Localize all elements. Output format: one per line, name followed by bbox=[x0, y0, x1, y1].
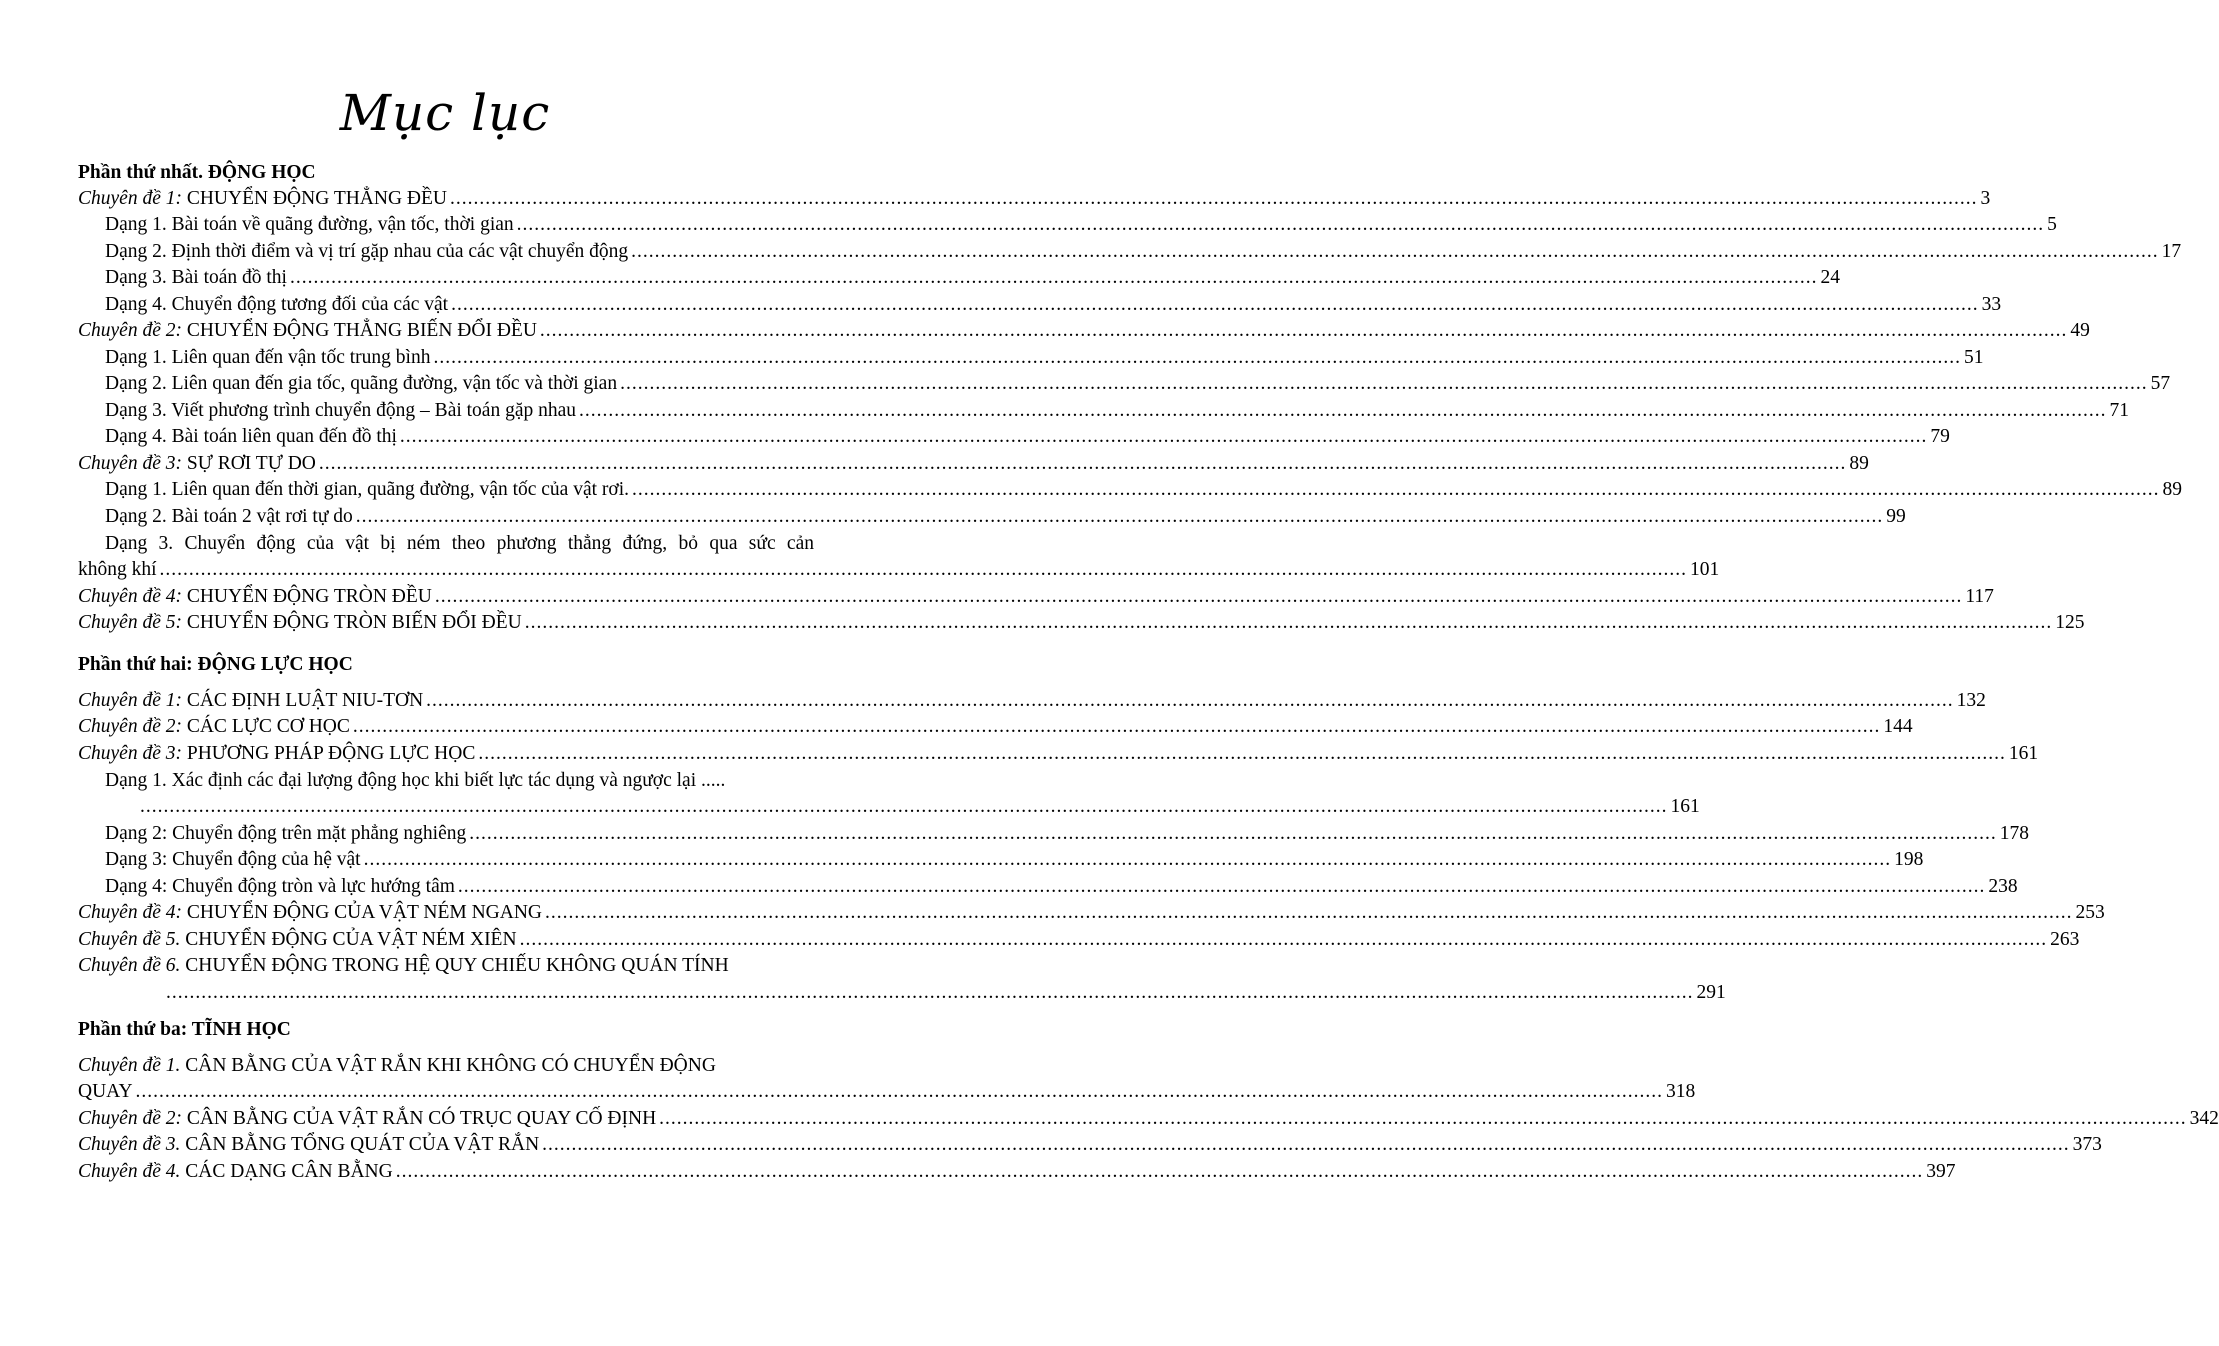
dot-leader: .................................................................................................................................................................................................................................................................... bbox=[426, 690, 1954, 711]
page-number: 71 bbox=[2109, 400, 2130, 421]
page-number: 57 bbox=[2150, 373, 2171, 394]
dot-leader: .................................................................................................................................................................................................................................................................... bbox=[159, 559, 1688, 580]
dot-leader: .................................................................................................................................................................................................................................................................... bbox=[450, 188, 1978, 209]
dot-leader: .................................................................................................................................................................................................................................................................... bbox=[519, 929, 2048, 950]
page-number: 51 bbox=[1963, 347, 1984, 368]
toc-entry[interactable] bbox=[78, 1053, 814, 1079]
dot-leader: .................................................................................................................................................................................................................................................................... bbox=[355, 506, 1884, 527]
dot-leader: .................................................................................................................................................................................................................................................................... bbox=[135, 1081, 1664, 1102]
page-number: 99 bbox=[1886, 506, 1906, 527]
entry-prefix: Chuyên đề 2: bbox=[78, 716, 182, 737]
page-number: 3 bbox=[1980, 188, 1991, 209]
page-number: 101 bbox=[1690, 559, 1720, 580]
dot-leader: .................................................................................................................................................................................................................................................................... bbox=[632, 479, 2160, 500]
toc-entry[interactable] bbox=[78, 741, 2039, 767]
toc-entry[interactable] bbox=[105, 847, 1924, 873]
dot-leader: .................................................................................................................................................................................................................................................................... bbox=[352, 716, 1881, 737]
toc-entry[interactable] bbox=[78, 900, 2105, 926]
entry-prefix: Chuyên đề 2: bbox=[78, 320, 182, 341]
entry-prefix: Chuyên đề 3: bbox=[78, 743, 182, 764]
toc-entry[interactable] bbox=[78, 1159, 1956, 1185]
toc-entry[interactable] bbox=[78, 714, 1913, 740]
dot-leader: .................................................................................................................................................................................................................................................................... bbox=[631, 241, 2159, 262]
toc-entry[interactable] bbox=[105, 874, 2018, 900]
page-title: Mục lục bbox=[339, 84, 551, 142]
toc-entry[interactable] bbox=[105, 265, 1840, 291]
toc-entry[interactable] bbox=[105, 424, 1950, 450]
entry-title: Dạng 2. Bài toán 2 vật rơi tự do bbox=[105, 506, 353, 527]
dot-leader: .................................................................................................................................................................................................................................................................... bbox=[539, 320, 2068, 341]
entry-prefix: Chuyên đề 4. bbox=[78, 1161, 181, 1182]
entry-title: Dạng 1. Liên quan đến thời gian, quãng đường, vận tốc của vật rơi. bbox=[105, 479, 629, 500]
dot-leader: .................................................................................................................................................................................................................................................................... bbox=[395, 1161, 1924, 1182]
toc-entry[interactable] bbox=[105, 212, 2057, 238]
entry-title: CÁC DẠNG CÂN BẰNG bbox=[180, 1161, 393, 1182]
dot-leader: .................................................................................................................................................................................................................................................................... bbox=[620, 373, 2148, 394]
entry-title: Dạng 2. Liên quan đến gia tốc, quãng đường, vận tốc và thời gian bbox=[105, 373, 618, 394]
dot-leader: .................................................................................................................................................................................................................................................................... bbox=[434, 586, 1963, 607]
entry-title: Dạng 1. Liên quan đến vận tốc trung bình bbox=[105, 347, 431, 368]
entry-prefix: Chuyên đề 1: bbox=[78, 188, 182, 209]
entry-title: Dạng 2: Chuyển động trên mặt phẳng nghiêng bbox=[105, 823, 467, 844]
dot-leader: .................................................................................................................................................................................................................................................................... bbox=[166, 982, 1694, 1003]
toc-entry[interactable] bbox=[78, 186, 1991, 212]
part-heading: Phần thứ nhất. ĐỘNG HỌC bbox=[78, 162, 316, 183]
toc-entry[interactable] bbox=[140, 794, 1700, 820]
toc-entry[interactable] bbox=[78, 318, 2090, 344]
entry-prefix: Chuyên đề 3. bbox=[78, 1134, 181, 1155]
dot-leader: .................................................................................................................................................................................................................................................................... bbox=[524, 612, 2053, 633]
entry-title: Dạng 1. Bài toán về quãng đường, vận tốc, thời gian bbox=[105, 214, 514, 235]
page-number: 161 bbox=[2008, 743, 2039, 764]
page-number: 238 bbox=[1988, 876, 2018, 897]
dot-leader: .................................................................................................................................................................................................................................................................... bbox=[318, 453, 1847, 474]
page-number: 253 bbox=[2075, 902, 2105, 923]
entry-prefix: Chuyên đề 5. bbox=[78, 929, 181, 950]
entry-prefix: Chuyên đề 1: bbox=[78, 690, 182, 711]
entry-title: Dạng 3: Chuyển động của hệ vật bbox=[105, 849, 361, 870]
page-number: 373 bbox=[2072, 1134, 2102, 1155]
page-number: 117 bbox=[1965, 586, 1994, 607]
entry-title: CHUYỂN ĐỘNG THẲNG ĐỀU bbox=[181, 188, 448, 209]
entry-prefix: Chuyên đề 4: bbox=[78, 586, 182, 607]
page-number: 144 bbox=[1883, 716, 1913, 737]
entry-title: Dạng 4. Chuyển động tương đối của các vật bbox=[105, 294, 449, 315]
toc-entry[interactable] bbox=[105, 292, 2002, 318]
page-number: 49 bbox=[2070, 320, 2090, 341]
dot-leader: .................................................................................................................................................................................................................................................................... bbox=[545, 902, 2073, 923]
toc-entry[interactable] bbox=[78, 1132, 2102, 1158]
toc-entry-text: Dạng 1. Xác định các đại lượng động học khi biết lực tác dụng và ngược lại ..... bbox=[105, 770, 726, 791]
dot-leader: .................................................................................................................................................................................................................................................................... bbox=[659, 1108, 2187, 1129]
dot-leader: .................................................................................................................................................................................................................................................................... bbox=[451, 294, 1979, 315]
entry-title: CHUYỂN ĐỘNG TRONG HỆ QUY CHIẾU KHÔNG QUÁN TÍNH bbox=[180, 955, 729, 976]
toc-entry[interactable] bbox=[78, 610, 2085, 636]
toc-entry[interactable] bbox=[105, 371, 2171, 397]
page-number: 318 bbox=[1666, 1081, 1696, 1102]
part-heading: Phần thứ ba: TĨNH HỌC bbox=[78, 1019, 291, 1040]
toc-entry[interactable] bbox=[105, 398, 2130, 424]
entry-prefix: Chuyên đề 6. bbox=[78, 955, 181, 976]
part-heading: Phần thứ hai: ĐỘNG LỰC HỌC bbox=[78, 654, 353, 675]
entry-title: Dạng 3. Viết phương trình chuyển động – Bài toán gặp nhau bbox=[105, 400, 577, 421]
dot-leader: .................................................................................................................................................................................................................................................................... bbox=[399, 426, 1928, 447]
toc-entry[interactable] bbox=[105, 239, 2182, 265]
dot-leader: .................................................................................................................................................................................................................................................................... bbox=[457, 876, 1986, 897]
page-number: 178 bbox=[1999, 823, 2029, 844]
dot-leader: .................................................................................................................................................................................................................................................................... bbox=[579, 400, 2107, 421]
toc-entry[interactable] bbox=[78, 688, 1986, 714]
toc-entry[interactable] bbox=[78, 451, 1869, 477]
page-number: 17 bbox=[2161, 241, 2182, 262]
dot-leader: .................................................................................................................................................................................................................................................................... bbox=[140, 796, 1668, 817]
dot-leader: .................................................................................................................................................................................................................................................................... bbox=[542, 1134, 2070, 1155]
toc-entry[interactable] bbox=[78, 1079, 1696, 1105]
entry-title: CHUYỂN ĐỘNG THẲNG BIẾN ĐỔI ĐỀU bbox=[181, 320, 537, 341]
toc-entry[interactable] bbox=[105, 477, 2182, 503]
entry-title: CHUYỂN ĐỘNG CỦA VẬT NÉM XIÊN bbox=[180, 929, 517, 950]
entry-prefix: Chuyên đề 3: bbox=[78, 453, 182, 474]
dot-leader: .................................................................................................................................................................................................................................................................... bbox=[433, 347, 1961, 368]
dot-leader: .................................................................................................................................................................................................................................................................... bbox=[469, 823, 1997, 844]
entry-prefix: Chuyên đề 1. bbox=[78, 1055, 181, 1076]
entry-title: CÂN BẰNG CỦA VẬT RẮN CÓ TRỤC QUAY CỐ ĐỊNH bbox=[181, 1108, 657, 1129]
dot-leader: .................................................................................................................................................................................................................................................................... bbox=[478, 743, 2006, 764]
toc-entry[interactable] bbox=[105, 821, 2029, 847]
entry-prefix: Chuyên đề 2: bbox=[78, 1108, 182, 1129]
entry-title: QUAY bbox=[78, 1081, 133, 1102]
toc-entry-text: Dạng 3. Chuyển động của vật bị ném theo phương thẳng đứng, bỏ qua sức cản bbox=[105, 533, 814, 554]
page-number: 89 bbox=[1849, 453, 1869, 474]
entry-prefix: Chuyên đề 4: bbox=[78, 902, 182, 923]
entry-title: Dạng 4. Bài toán liên quan đến đồ thị bbox=[105, 426, 397, 447]
page-number: 132 bbox=[1956, 690, 1986, 711]
page-number: 89 bbox=[2162, 479, 2182, 500]
page-number: 33 bbox=[1981, 294, 2002, 315]
entry-title: Dạng 4: Chuyển động tròn và lực hướng tâm bbox=[105, 876, 455, 897]
page-number: 397 bbox=[1926, 1161, 1956, 1182]
entry-title: CÂN BẰNG CỦA VẬT RẮN KHI KHÔNG CÓ CHUYỂN ĐỘNG bbox=[180, 1055, 716, 1076]
entry-title: CHUYỂN ĐỘNG TRÒN ĐỀU bbox=[181, 586, 432, 607]
page-number: 342 bbox=[2189, 1108, 2219, 1129]
entry-title: CHUYỂN ĐỘNG CỦA VẬT NÉM NGANG bbox=[181, 902, 543, 923]
entry-title: Dạng 3. Bài toán đồ thị bbox=[105, 267, 287, 288]
entry-title: PHƯƠNG PHÁP ĐỘNG LỰC HỌC bbox=[181, 743, 476, 764]
page-number: 161 bbox=[1670, 796, 1700, 817]
entry-title: SỰ RƠI TỰ DO bbox=[181, 453, 316, 474]
page-number: 125 bbox=[2055, 612, 2085, 633]
entry-title: Dạng 2. Định thời điểm và vị trí gặp nhau của các vật chuyển động bbox=[105, 241, 629, 262]
toc-entry[interactable] bbox=[105, 504, 1906, 530]
dot-leader: .................................................................................................................................................................................................................................................................... bbox=[516, 214, 2045, 235]
page-number: 5 bbox=[2047, 214, 2057, 235]
toc-entry[interactable] bbox=[105, 345, 1984, 371]
entry-title: CÁC ĐỊNH LUẬT NIU-TƠN bbox=[181, 690, 424, 711]
entry-title: không khí bbox=[78, 559, 157, 580]
toc-entry[interactable] bbox=[78, 953, 814, 979]
toc-entry[interactable] bbox=[78, 1106, 2219, 1132]
page-number: 198 bbox=[1894, 849, 1924, 870]
page-number: 291 bbox=[1696, 982, 1726, 1003]
entry-title: CHUYỂN ĐỘNG TRÒN BIẾN ĐỔI ĐỀU bbox=[181, 612, 522, 633]
page-number: 24 bbox=[1820, 267, 1840, 288]
dot-leader: .................................................................................................................................................................................................................................................................... bbox=[363, 849, 1892, 870]
entry-prefix: Chuyên đề 5: bbox=[78, 612, 182, 633]
toc-entry[interactable] bbox=[166, 980, 1726, 1006]
page-number: 263 bbox=[2050, 929, 2080, 950]
entry-title: CÂN BẰNG TỔNG QUÁT CỦA VẬT RẮN bbox=[180, 1134, 540, 1155]
entry-title: CÁC LỰC CƠ HỌC bbox=[181, 716, 350, 737]
page-number: 79 bbox=[1930, 426, 1950, 447]
toc-entry[interactable] bbox=[78, 584, 1994, 610]
toc-entry[interactable] bbox=[78, 927, 2080, 953]
toc-entry[interactable] bbox=[78, 557, 1720, 583]
dot-leader: .................................................................................................................................................................................................................................................................... bbox=[289, 267, 1818, 288]
